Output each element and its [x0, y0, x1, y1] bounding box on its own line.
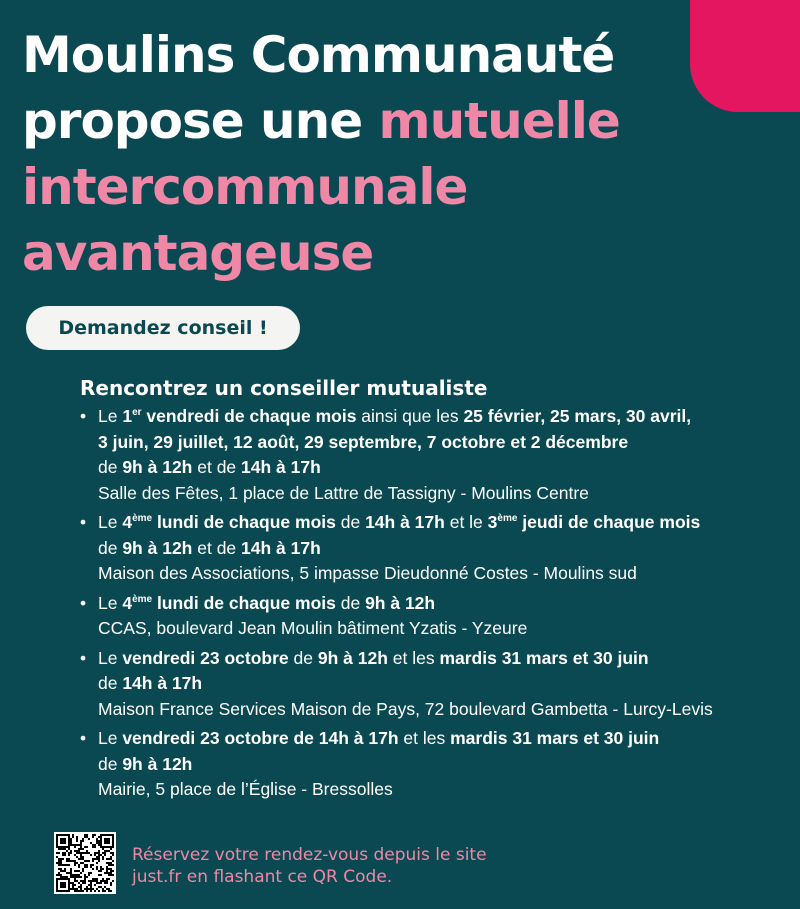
item-5-line-1: Le vendredi 23 octobre de 14h à 17h et les mardis 31 mars et 30 juin [98, 728, 660, 748]
booking-info-line-2: just.fr en flashant ce QR Code. [132, 867, 393, 887]
bullet-icon: • [80, 728, 87, 748]
item-5-place: Mairie, 5 place de l’Église - Bressolles [98, 779, 393, 799]
list-item [80, 510, 795, 587]
bullet-icon: • [80, 512, 87, 532]
list-item [80, 591, 795, 642]
headline-line-4: avantageuse [22, 224, 374, 282]
item-1-line-3: de 9h à 12h et de 14h à 17h [98, 457, 321, 477]
ask-advice-button[interactable]: Demandez conseil ! [26, 306, 300, 350]
decorative-corner-shape [690, 0, 800, 112]
bullet-icon: • [80, 592, 87, 613]
list-item [80, 646, 795, 723]
item-1-place: Salle des Fêtes, 1 place de Lattre de Tassigny - Moulins Centre [98, 482, 589, 503]
item-1-line-2: 3 juin, 29 juillet, 12 août, 29 septembre, 7 octobre et 2 décembre [98, 431, 629, 452]
advisor-meetings-section [80, 374, 795, 807]
item-3-place: CCAS, boulevard Jean Moulin bâtiment Yzatis - Yzeure [98, 618, 528, 638]
headline-line-2-white: propose une [22, 92, 379, 150]
headline-line-2-pink: mutuelle [378, 92, 620, 150]
item-1-line-1: Le 1er vendredi de chaque mois ainsi que les 25 février, 25 mars, 30 avril, [98, 406, 692, 426]
list-item [80, 726, 795, 803]
bullet-icon: • [80, 406, 87, 426]
item-4-line-2: de 14h à 17h [98, 673, 203, 693]
item-2-line-1: Le 4ème lundi de chaque mois de 14h à 17h et le 3ème jeudi de chaque mois [98, 512, 701, 532]
headline-line-3: intercommunale [22, 158, 468, 216]
item-2-place: Maison des Associations, 5 impasse Dieudonné Costes - Moulins sud [98, 563, 637, 583]
qr-code-graphic [54, 832, 116, 894]
qr-code-icon[interactable] [54, 832, 116, 894]
item-5-line-2: de 9h à 12h [98, 753, 193, 774]
headline-line-1: Moulins Communauté [22, 26, 615, 84]
booking-info [132, 844, 487, 888]
section-title: Rencontrez un conseiller mutualiste [80, 376, 488, 400]
item-2-line-2: de 9h à 12h et de 14h à 17h [98, 537, 321, 558]
headline [22, 22, 692, 286]
bullet-icon: • [80, 647, 87, 668]
item-4-place: Maison France Services Maison de Pays, 72 boulevard Gambetta - Lurcy-Levis [98, 698, 713, 719]
item-4-line-1: Le vendredi 23 octobre de 9h à 12h et les mardis 31 mars et 30 juin [98, 647, 649, 668]
list-item [80, 404, 795, 506]
booking-info-line-1: Réservez votre rendez-vous depuis le site [132, 845, 487, 865]
item-3-line-1: Le 4ème lundi de chaque mois de 9h à 12h [98, 592, 436, 613]
